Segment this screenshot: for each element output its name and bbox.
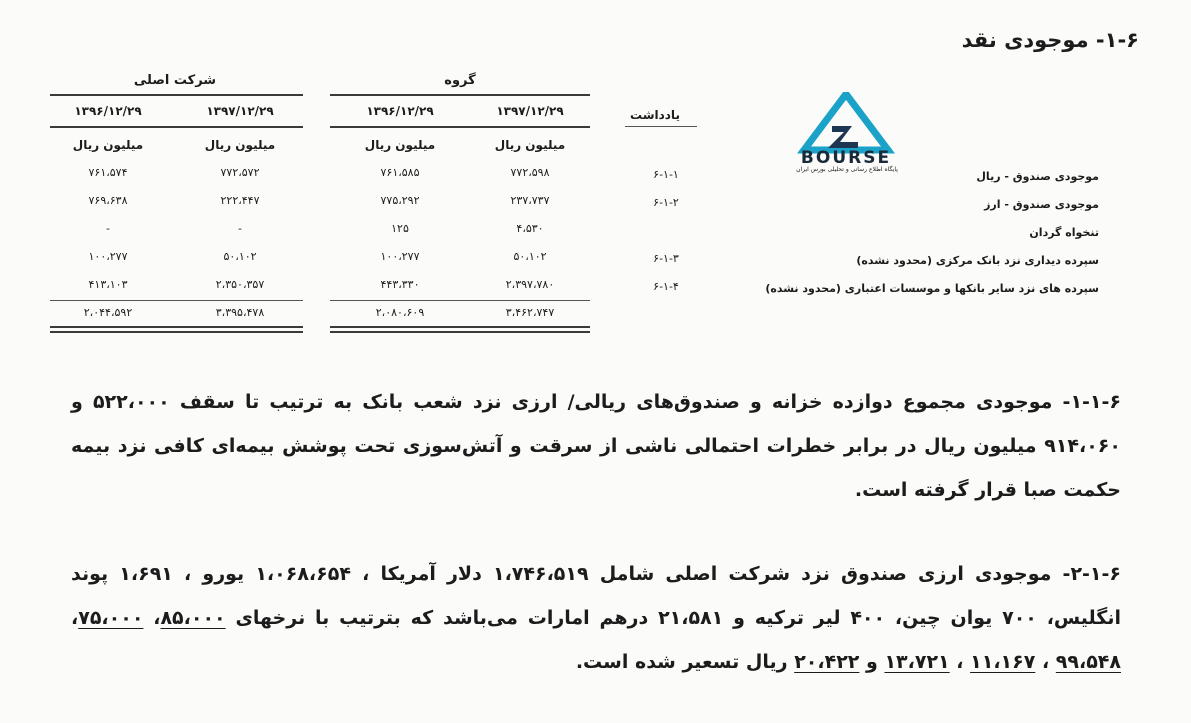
logo-inner-shape — [828, 126, 858, 148]
date-col-2: ۱۳۹۶/۱۲/۲۹ — [366, 104, 434, 118]
row-label: موجودی صندوق - ارز — [984, 198, 1099, 211]
table-cell: ۷۶۹،۶۳۸ — [88, 194, 128, 207]
date-rule-parent — [50, 126, 303, 128]
group-header: گروه — [444, 73, 476, 88]
row-label: موجودی صندوق - ریال — [976, 170, 1099, 183]
table-cell: ۲۳۷،۷۳۷ — [510, 194, 550, 207]
date-col-3: ۱۳۹۷/۱۲/۲۹ — [206, 104, 274, 118]
subtotal-rule-group — [330, 300, 590, 301]
rate-value: ۹۹،۵۴۸ — [1055, 651, 1121, 673]
separator: ، — [956, 651, 964, 673]
table-cell: ۵۰،۱۰۲ — [513, 250, 547, 263]
paragraph-2-ending: ریال تسعیر شده است. — [575, 651, 788, 673]
total-cell: ۲،۰۸۰،۶۰۹ — [375, 306, 425, 319]
total-double-rule-parent-2 — [50, 331, 303, 333]
unit-col-1: میلیون ریال — [494, 138, 566, 152]
table-cell: ۴۴۳،۳۳۰ — [380, 278, 420, 291]
note-header: یادداشت — [630, 108, 680, 122]
paragraph-1: ۱-۱-۶- موجودی مجموع دوازده خزانه و صندوق‌های ریالی/ ارزی نزد شعب بانک به ترتیب تا سقف ۵۲۲،۰۰۰ و ۹۱۴،۰۶۰ میلیون ریال در برابر خطرات احتمالی ناشی از سرقت و آتش‌سوزی تحت پوشش بیمه‌ای کافی نزد بیمه حکمت صبا قرار گرفته است. — [71, 391, 1121, 501]
row-note: ۶-۱-۱ — [653, 168, 679, 181]
logo-word: BOURSE — [800, 148, 892, 168]
date-col-4: ۱۳۹۶/۱۲/۲۹ — [74, 104, 142, 118]
table-cell: ۷۷۲،۵۷۲ — [220, 166, 260, 179]
table-cell: ۴۱۳،۱۰۳ — [88, 278, 128, 291]
table-cell: ۷۶۱،۵۸۵ — [380, 166, 420, 179]
table-cell: ۱۰۰،۲۷۷ — [380, 250, 420, 263]
rate-value: ۱۱،۱۶۷ — [970, 651, 1036, 673]
table-cell: - — [238, 222, 242, 235]
total-cell: ۳،۴۶۲،۷۴۷ — [505, 306, 555, 319]
unit-col-3: میلیون ریال — [204, 138, 276, 152]
table-cell: ۲۲۲،۴۴۷ — [220, 194, 260, 207]
date-col-1: ۱۳۹۷/۱۲/۲۹ — [496, 104, 564, 118]
total-cell: ۲،۰۴۴،۵۹۲ — [83, 306, 133, 319]
row-label: سپرده های نزد سایر بانکها و موسسات اعتباری (محدود نشده) — [765, 282, 1099, 295]
row-label: سپرده دیداری نزد بانک مرکزی (محدود نشده) — [856, 254, 1099, 267]
total-double-rule-parent — [50, 326, 303, 328]
total-double-rule-group-2 — [330, 331, 590, 333]
row-note: ۶-۱-۲ — [653, 196, 679, 209]
table-cell: ۲،۳۵۰،۳۵۷ — [215, 278, 265, 291]
parent-header-rule — [50, 94, 303, 96]
unit-col-4: میلیون ریال — [72, 138, 144, 152]
date-rule-group — [330, 126, 590, 128]
row-note: ۶-۱-۴ — [653, 280, 679, 293]
row-note: ۶-۱-۳ — [653, 252, 679, 265]
group-header-rule — [330, 94, 590, 96]
parent-company-header: شرکت اصلی — [133, 73, 217, 88]
total-cell: ۳،۳۹۵،۴۷۸ — [215, 306, 265, 319]
separator: و — [866, 651, 878, 673]
rate-value: ۲۰،۴۲۲ — [794, 651, 860, 673]
rate-value: ۱۳،۷۲۱ — [884, 651, 950, 673]
rate-value: ۸۵،۰۰۰ — [160, 607, 226, 629]
paragraph-2-text: ۲-۱-۶- موجودی ارزی صندوق نزد شرکت اصلی شامل ۱،۷۴۶،۵۱۹ دلار آمریکا ، ۱،۰۶۸،۶۵۴ یورو ، ۱،۶۹۱ پوند انگلیس، ۷۰۰ یوان چین، ۴۰۰ لیر ترکیه و ۲۱،۵۸۱ درهم امارات می‌باشد که بترتیب با نرخهای — [71, 563, 1122, 629]
table-cell: ۷۶۱،۵۷۴ — [88, 166, 128, 179]
table-cell: ۱۰۰،۲۷۷ — [88, 250, 128, 263]
table-cell: ۱۲۵ — [391, 222, 409, 235]
rate-value: ۷۵،۰۰۰ — [78, 607, 144, 629]
logo-tagline: پایگاه اطلاع رسانی و تحلیلی بورس ایران — [796, 166, 898, 173]
table-cell: ۷۷۵،۲۹۲ — [380, 194, 420, 207]
table-cell: ۴،۵۳۰ — [516, 222, 544, 235]
separator: ، — [1041, 651, 1050, 673]
paragraph-2 — [71, 552, 1121, 684]
note-header-rule — [625, 126, 697, 127]
table-cell: ۲،۳۹۷،۷۸۰ — [505, 278, 555, 291]
row-label: تنخواه گردان — [1029, 226, 1099, 239]
table-cell: - — [106, 222, 110, 235]
unit-col-2: میلیون ریال — [364, 138, 436, 152]
table-cell: ۵۰،۱۰۲ — [223, 250, 257, 263]
table-cell: ۷۷۲،۵۹۸ — [510, 166, 550, 179]
separator: ، — [153, 607, 161, 629]
logo-triangle — [804, 94, 888, 150]
separator: ، — [71, 607, 79, 629]
subtotal-rule-parent — [50, 300, 303, 301]
section-heading: ۱-۶- موجودی نقد — [961, 28, 1139, 52]
total-double-rule-group — [330, 326, 590, 328]
